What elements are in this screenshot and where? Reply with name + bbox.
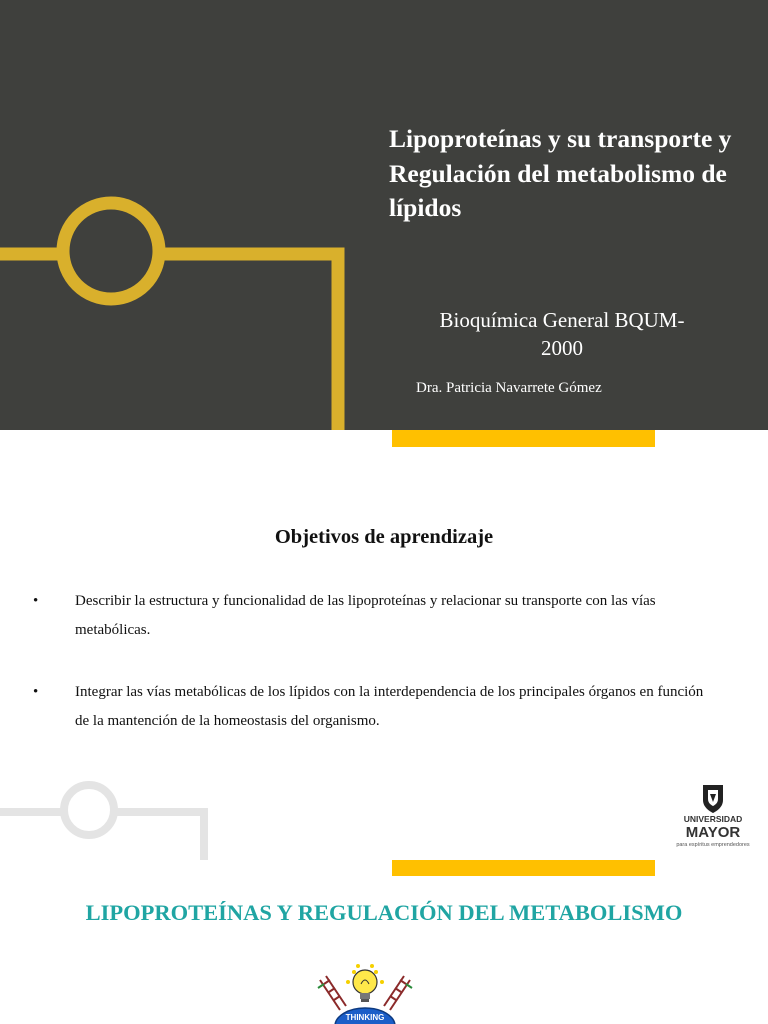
presentation-title: Lipoproteínas y su transporte y Regulación del metabolismo de lípidos xyxy=(389,124,732,222)
shield-icon xyxy=(670,782,756,852)
circle-line-decoration xyxy=(0,770,230,870)
title-slide xyxy=(0,0,768,430)
section-title: LIPOPROTEÍNAS Y REGULACIÓN DEL METABOLISMO xyxy=(85,900,683,925)
objective-text: Describir la estructura y funcionalidad de las lipoproteínas y relacionar su transporte con las vías metabólicas. xyxy=(75,593,656,638)
svg-text:UNIVERSIDAD: UNIVERSIDAD xyxy=(683,814,743,824)
svg-text:MAYOR: MAYOR xyxy=(685,824,741,841)
accent-bar xyxy=(392,430,655,447)
accent-bar xyxy=(392,860,655,876)
objectives-title: Objetivos de aprendizaje xyxy=(274,526,494,548)
university-logo xyxy=(670,782,756,852)
author-name: Dra. Patricia Navarrete Gómez xyxy=(416,380,602,396)
svg-text:para espíritus emprendedores: para espíritus emprendedores xyxy=(676,842,750,848)
svg-text:THINKING: THINKING xyxy=(345,1013,385,1022)
objective-text: Integrar las vías metabólicas de los lípidos con la interdependencia de los principales órganos en función de la mantención de la homeostasis del organismo. xyxy=(75,684,704,729)
course-subtitle: Bioquímica General BQUM-2000 xyxy=(439,308,685,360)
bullet-icon: • xyxy=(33,684,39,700)
bullet-icon: • xyxy=(33,593,39,609)
lightbulb-icon xyxy=(300,962,430,1024)
